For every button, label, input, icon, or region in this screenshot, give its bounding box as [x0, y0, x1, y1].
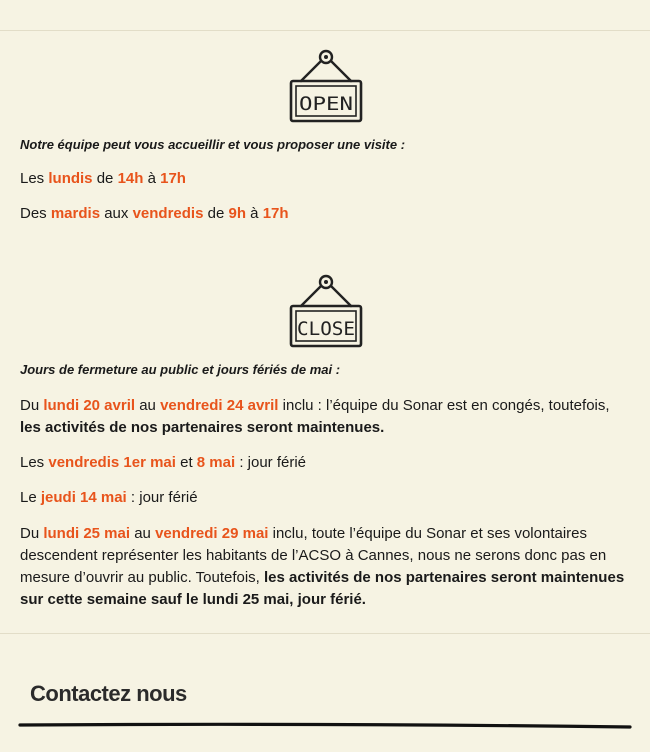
contact-underline — [18, 722, 632, 730]
top-divider — [0, 30, 650, 31]
closure-item-4: Du lundi 25 mai au vendredi 29 mai inclu, toute l’équipe du Sonar et ses volontaires descendent représenter les habitants de l’ACSO à Cannes, nous ne serons donc pas en mesure d’ouvrir au public. Toutefois, les activités de nos partenaires seront maintenues sur cette semaine sauf le lundi 25 mai, jour férié. — [20, 525, 625, 608]
closure-item-1: Du lundi 20 avril au vendredi 24 avril inclu : l’équipe du Sonar est en congés, toutefois, les activités de nos partenaires seront maintenues. — [20, 397, 610, 436]
open-hours-line-1: Les lundis de 14h à 17h — [20, 170, 186, 187]
open-hours-line-2: Des mardis aux vendredis de 9h à 17h — [20, 205, 289, 222]
section-divider — [0, 633, 650, 634]
contact-heading: Contactez nous — [30, 681, 187, 706]
closures-intro: Jours de fermeture au public et jours fériés de mai : — [20, 362, 341, 377]
open-sign-icon — [289, 49, 363, 125]
closure-item-3: Le jeudi 14 mai : jour férié — [20, 489, 198, 506]
open-sign-text: OPEN — [299, 93, 353, 115]
close-sign-text: CLOSE — [297, 318, 355, 340]
closure-item-2: Les vendredis 1er mai et 8 mai : jour férié — [20, 454, 307, 471]
close-sign-icon — [289, 274, 363, 350]
open-intro: Notre équipe peut vous accueillir et vous proposer une visite : — [20, 137, 406, 152]
